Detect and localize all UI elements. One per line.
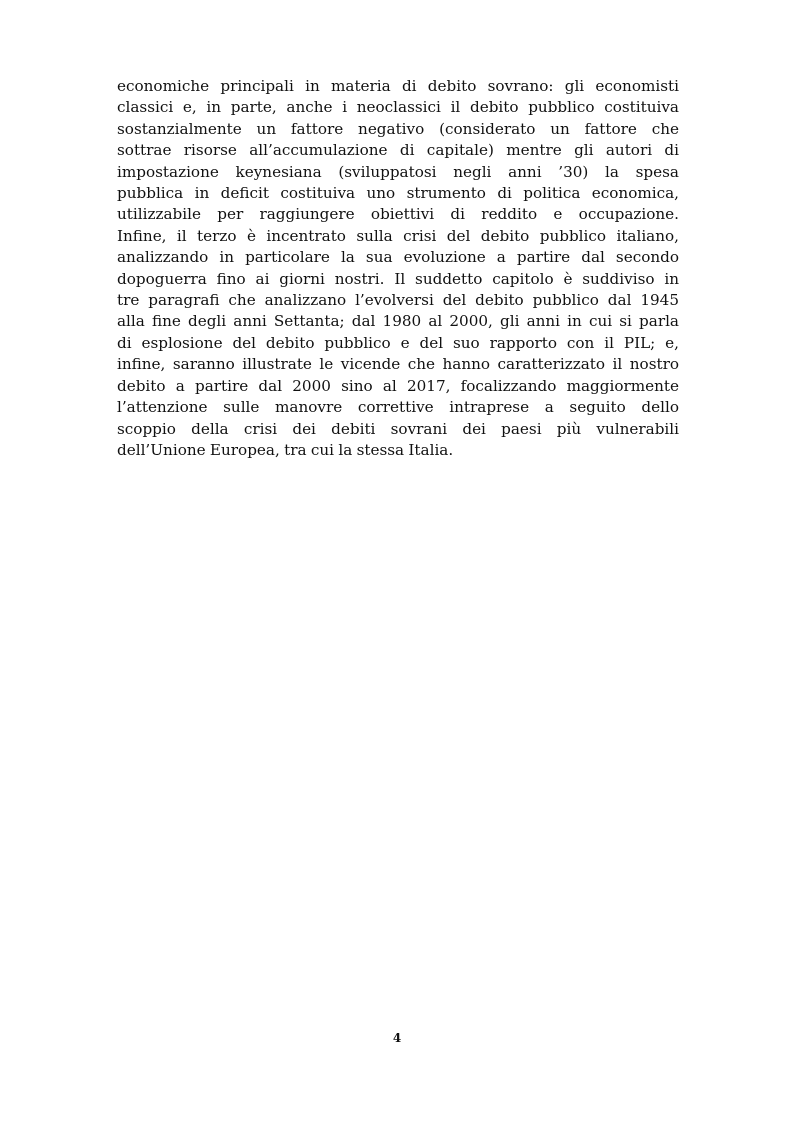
paragraph-line: di esplosione del debito pubblico e del suo rapporto con il PIL; e,: [117, 333, 679, 352]
paragraph-line: utilizzabile per raggiungere obiettivi di reddito e occupazione.: [117, 205, 679, 224]
page-number: 4: [392, 1031, 402, 1045]
paragraph-line: Infine, il terzo è incentrato sulla crisi del debito pubblico italiano,: [117, 226, 679, 245]
paragraph-line: tre paragrafi che analizzano l’evolversi del debito pubblico dal 1945: [117, 291, 679, 310]
paragraph-line: dopoguerra fino ai giorni nostri. Il suddetto capitolo è suddiviso in: [117, 269, 679, 288]
paragraph-line: pubblica in deficit costituiva uno strumento di politica economica,: [117, 184, 679, 203]
paragraph-line: dell’Unione Europea, tra cui la stessa Italia.: [117, 440, 454, 459]
paragraph-line: sostanzialmente un fattore negativo (considerato un fattore che: [117, 119, 679, 138]
paragraph-line: analizzando in particolare la sua evoluzione a partire dal secondo: [117, 248, 679, 267]
paragraph-line: economiche principali in materia di debito sovrano: gli economisti: [117, 77, 679, 95]
paragraph-line: scoppio della crisi dei debiti sovrani dei paesi più vulnerabili: [117, 419, 679, 438]
paragraph-line: alla fine degli anni Settanta; dal 1980 al 2000, gli anni in cui si parla: [117, 312, 679, 331]
paragraph-line: sottrae risorse all’accumulazione di capitale) mentre gli autori di: [117, 141, 679, 160]
paragraph-line: impostazione keynesiana (sviluppatosi negli anni ’30) la spesa: [117, 162, 679, 181]
paragraph-line: l’attenzione sulle manovre correttive intraprese a seguito dello: [117, 398, 679, 417]
body-paragraph: [117, 76, 679, 461]
paragraph-line: debito a partire dal 2000 sino al 2017, focalizzando maggiormente: [117, 376, 679, 395]
paragraph-line: classici e, in parte, anche i neoclassici il debito pubblico costituiva: [117, 98, 679, 117]
paragraph-line: infine, saranno illustrate le vicende che hanno caratterizzato il nostro: [117, 355, 679, 374]
